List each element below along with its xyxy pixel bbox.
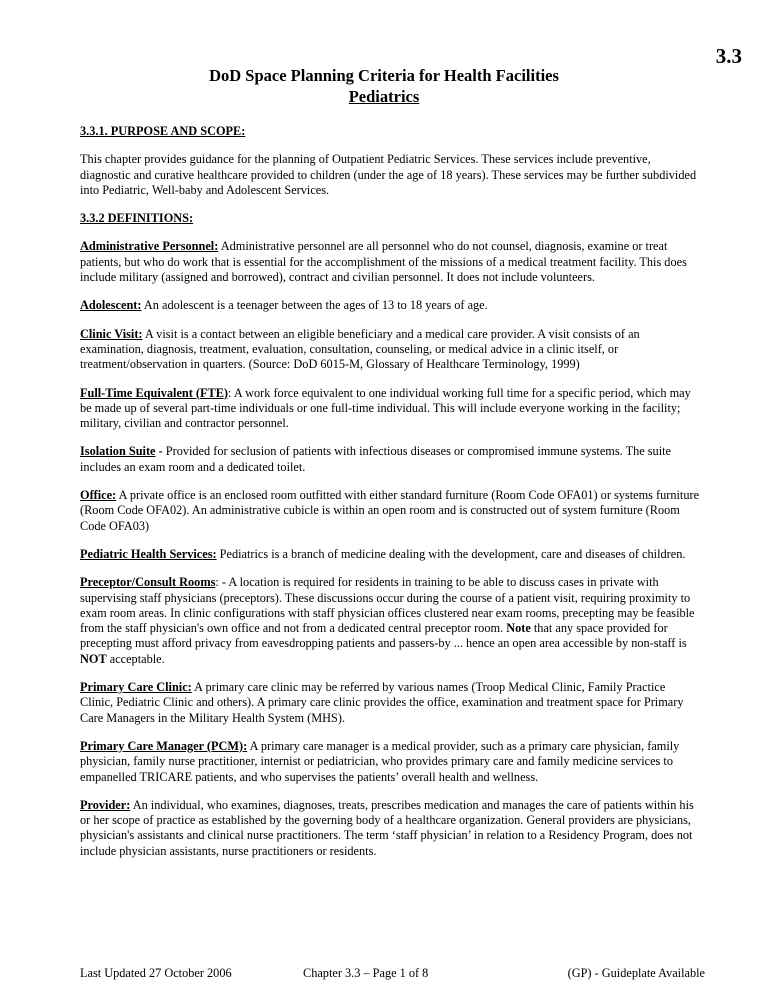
definition-primary-care-manager xyxy=(80,739,700,785)
document-body xyxy=(80,124,700,872)
definition-text: A primary care manager is a medical provider, such as a primary care physician, family physician, family nurse practitioner, internist or pediatrician, who provides primary care and family medicine services to empanelled TRICARE patients, and who supervises the patients’ overall health and wellness. xyxy=(80,738,680,784)
definition-text: An individual, who examines, diagnoses, treats, prescribes medication and manages the care of patients within his or her scope of practice as established by the governing body of a healthcare organization. General providers are physicians, physician's assistants and clinical nurse practitioners. The term ‘staff physician’ in relation to a Residency Program, does not include physician assistants, nurse practitioners or residents. xyxy=(80,797,694,858)
term-adolescent: Adolescent: xyxy=(80,298,142,313)
definition-office xyxy=(80,488,700,534)
document-title: DoD Space Planning Criteria for Health Facilities xyxy=(209,66,559,85)
definition-provider xyxy=(80,798,700,859)
note-label: Note xyxy=(506,621,531,636)
definition-text: A primary care clinic may be referred by various names (Troop Medical Clinic, Family Practice Clinic, Pediatric Clinic and others). A primary care clinic provides the office, examination and treatment space for Primary Care Managers in the Military Health System (MHS). xyxy=(80,680,684,725)
definition-clinic-visit xyxy=(80,327,700,373)
definition-fte xyxy=(80,386,700,432)
definition-text: : - A location is required for residents in training to be able to discuss cases in private with supervising staff physicians (preceptors). These discussions occur during the course of a patient visit, requiring proximity to exam room areas. In clinic configurations with staff physician offices clustered near exam rooms, precepting may be feasible from the staff physician's own office and not from a dedicated central preceptor room. xyxy=(80,575,695,636)
definitions-heading: 3.3.2 DEFINITIONS: xyxy=(80,211,194,226)
term-provider: Provider: xyxy=(80,797,131,812)
term-office: Office: xyxy=(80,488,117,503)
definition-text: An adolescent is a teenager between the ages of 13 to 18 years of age. xyxy=(141,298,488,313)
definition-pediatric-health-services xyxy=(80,547,700,562)
term-primary-care-manager: Primary Care Manager (PCM): xyxy=(80,738,248,753)
term-separator: - xyxy=(155,444,163,459)
footer-guideplate-note: (GP) - Guideplate Available xyxy=(567,966,705,980)
definition-administrative-personnel xyxy=(80,239,700,285)
definition-text: A private office is an enclosed room outfitted with either standard furniture (Room Code OFA01) or systems furniture (Room Code OFA02). An administrative cubicle is within an open room and is constructed out of system furniture (Room Code OFA03) xyxy=(80,488,700,533)
term-clinic-visit: Clinic Visit: xyxy=(80,326,143,341)
document-subtitle: Pediatrics xyxy=(348,87,420,106)
page-footer xyxy=(80,966,705,982)
purpose-heading: 3.3.1. PURPOSE AND SCOPE: xyxy=(80,124,246,138)
definition-text: Administrative personnel are all personnel who do not counsel, diagnosis, examine or treat patients, but who do work that is essential for the accomplishment of the missions of a medical treatment facility. This does include military (assigned and borrowed), contract and civilian personnel. It does not include volunteers. xyxy=(80,239,687,285)
definition-preceptor-consult-rooms xyxy=(80,575,700,667)
definition-isolation-suite xyxy=(80,444,700,475)
term-primary-care-clinic: Primary Care Clinic: xyxy=(80,680,192,695)
purpose-paragraph: This chapter provides guidance for the planning of Outpatient Pediatric Services. These services include preventive, diagnostic and curative healthcare provided to children (under the age of 18 years). These services may be further subdivided into Pediatric, Well-baby and Adolescent Services. xyxy=(80,152,697,197)
term-administrative-personnel: Administrative Personnel: xyxy=(80,239,219,254)
definition-text: A visit is a contact between an eligible beneficiary and a medical care provider. A visit consists of an examination, diagnosis, treatment, evaluation, consultation, counseling, or medical advice in a clinic itself, or treatment/observation in quarters. (Source: DoD 6015-M, Glossary of Healthcare Terminology, 1999) xyxy=(80,326,640,372)
definition-text: acceptable. xyxy=(106,651,165,666)
definition-primary-care-clinic xyxy=(80,680,700,726)
term-isolation-suite: Isolation Suite xyxy=(80,444,156,459)
footer-page-number: Chapter 3.3 – Page 1 of 8 xyxy=(303,966,429,980)
definition-text: that any space provided for precepting must afford privacy from eavesdropping patients and passers-by ... hence an open area accessible by non-staff is xyxy=(80,621,687,651)
definition-text: : A work force equivalent to one individual working full time for a specific period, which may be made up of several part-time individuals or one full-time individual. This will include everyone working in the facility; military, civilian and contractor personnel. xyxy=(80,385,691,431)
term-pediatric-health-services: Pediatric Health Services: xyxy=(80,546,217,561)
definition-adolescent xyxy=(80,298,700,313)
definition-text: Pediatrics is a branch of medicine dealing with the development, care and diseases of children. xyxy=(216,546,686,561)
emphasis-not: NOT xyxy=(80,651,107,666)
footer-last-updated: Last Updated 27 October 2006 xyxy=(80,966,232,980)
term-preceptor-consult-rooms: Preceptor/Consult Rooms xyxy=(80,575,216,590)
term-fte: Full-Time Equivalent (FTE) xyxy=(80,385,229,400)
chapter-number: 3.3 xyxy=(715,44,742,68)
definition-text: Provided for seclusion of patients with infectious diseases or compromised immune systems. The suite includes an exam room and a dedicated toilet. xyxy=(80,444,671,474)
